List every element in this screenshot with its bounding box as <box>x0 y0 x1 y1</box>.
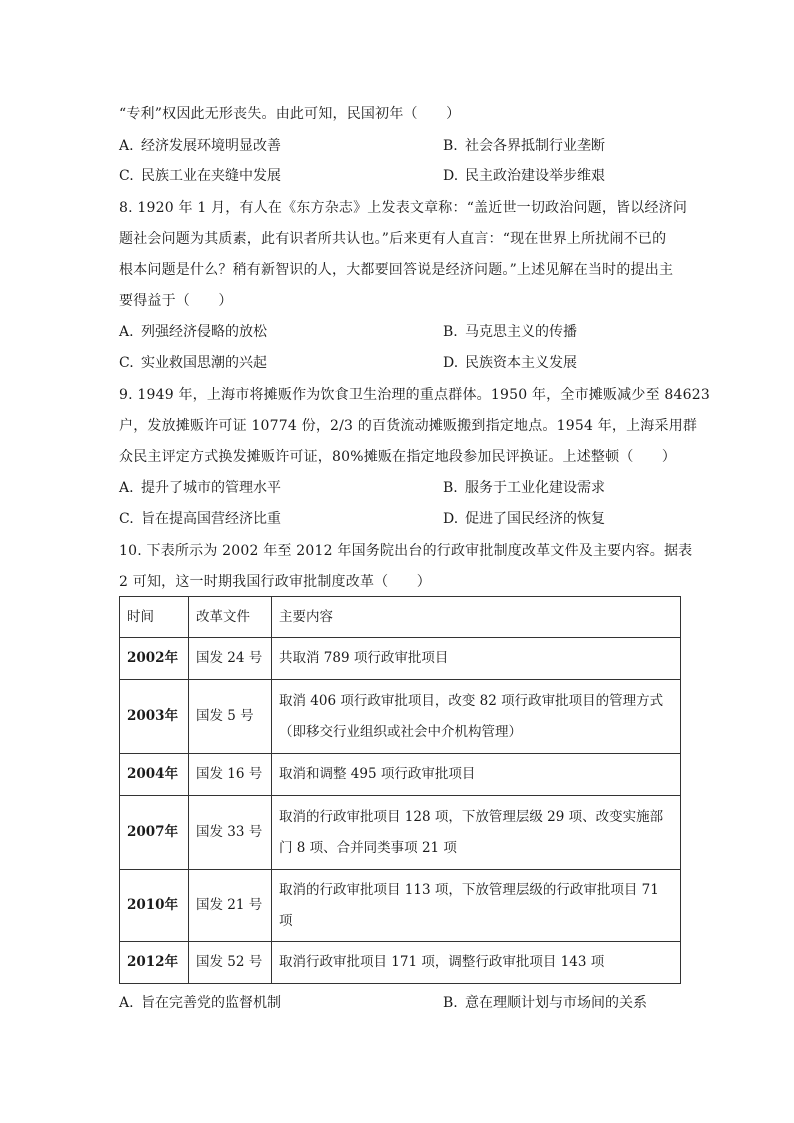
q8-stem-line-2: 题社会问题为其质素，此有识者所共认也。”后来更有人直言：“现在世界上所扰闹不已的 <box>119 231 667 247</box>
table-row <box>120 870 681 942</box>
q8-stem-line-1: 8. 1920 年 1 月，有人在《东方杂志》上发表文章称：“盖近世一切政治问题，皆以经济问 <box>119 200 688 216</box>
q9-stem-line-1: 9. 1949 年，上海市将摊贩作为饮食卫生治理的重点群体。1950 年，全市摊贩减少至 84623 <box>119 387 710 403</box>
q10-option-a[interactable]: A. 旨在完善党的监督机制 <box>119 995 281 1011</box>
q9-option-b[interactable]: B. 服务于工业化建设需求 <box>443 480 605 496</box>
q10-option-b[interactable]: B. 意在理顺计划与市场间的关系 <box>443 995 647 1011</box>
q7-option-d[interactable]: D. 民主政治建设举步维艰 <box>443 168 605 184</box>
header-content: 主要内容 <box>272 597 681 638</box>
row-content: 取消和调整 495 项行政审批项目 <box>272 754 681 796</box>
q8-stem-line-3: 根本问题是什么？稍有新智识的人，大都要回答说是经济问题。”上述见解在当时的提出主 <box>119 262 674 278</box>
row-document: 国发 24 号 <box>189 638 272 680</box>
row-content: 取消 406 项行政审批项目，改变 82 项行政审批项目的管理方式 （即移交行业组织或社会中介机构管理） <box>272 680 681 754</box>
table-row <box>120 680 681 754</box>
row-document: 国发 52 号 <box>189 942 272 984</box>
row-year: 2003年 <box>120 680 189 754</box>
row-content: 取消的行政审批项目 128 项，下放管理层级 29 项、改变实施部 门 8 项、合并同类事项 21 项 <box>272 796 681 870</box>
table-row <box>120 942 681 984</box>
row-content: 取消的行政审批项目 113 项，下放管理层级的行政审批项目 71 项 <box>272 870 681 942</box>
q10-stem-line-1: 10. 下表所示为 2002 年至 2012 年国务院出台的行政审批制度改革文件及主要内容。据表 <box>119 543 693 559</box>
q9-stem-line-2: 户，发放摊贩许可证 10774 份，2/3 的百货流动摊贩搬到指定地点。1954 年，上海采用群 <box>119 418 698 434</box>
row-document: 国发 33 号 <box>189 796 272 870</box>
row-year: 2010年 <box>120 870 189 942</box>
row-document: 国发 21 号 <box>189 870 272 942</box>
row-year: 2012年 <box>120 942 189 984</box>
q7-option-c[interactable]: C. 民族工业在夹缝中发展 <box>119 168 281 184</box>
q9-option-d[interactable]: D. 促进了国民经济的恢复 <box>443 511 605 527</box>
q9-option-c[interactable]: C. 旨在提高国营经济比重 <box>119 511 281 527</box>
q7-option-b[interactable]: B. 社会各界抵制行业垄断 <box>443 138 605 154</box>
q9-stem-line-3: 众民主评定方式换发摊贩许可证，80%摊贩在指定地段参加民评换证。上述整顿（ ） <box>119 449 677 465</box>
row-content: 取消行政审批项目 171 项，调整行政审批项目 143 项 <box>272 942 681 984</box>
q10-stem-line-2: 2 可知，这一时期我国行政审批制度改革（ ） <box>119 574 431 590</box>
table-header-row <box>120 597 681 638</box>
row-document: 国发 16 号 <box>189 754 272 796</box>
reform-table <box>119 596 681 984</box>
q9-option-a[interactable]: A. 提升了城市的管理水平 <box>119 480 281 496</box>
q8-stem-line-4: 要得益于（ ） <box>119 293 233 309</box>
header-document: 改革文件 <box>189 597 272 638</box>
q7-stem: “专利”权因此无形丧失。由此可知，民国初年（ ） <box>119 106 461 122</box>
row-year: 2002年 <box>120 638 189 680</box>
header-time: 时间 <box>120 597 189 638</box>
q8-option-b[interactable]: B. 马克思主义的传播 <box>443 324 577 340</box>
table-row <box>120 754 681 796</box>
q8-option-c[interactable]: C. 实业救国思潮的兴起 <box>119 355 267 371</box>
q8-option-d[interactable]: D. 民族资本主义发展 <box>443 355 577 371</box>
row-year: 2007年 <box>120 796 189 870</box>
row-year: 2004年 <box>120 754 189 796</box>
q7-option-a[interactable]: A. 经济发展环境明显改善 <box>119 138 281 154</box>
row-content: 共取消 789 项行政审批项目 <box>272 638 681 680</box>
table-row <box>120 796 681 870</box>
row-document: 国发 5 号 <box>189 680 272 754</box>
q8-option-a[interactable]: A. 列强经济侵略的放松 <box>119 324 267 340</box>
table-row <box>120 638 681 680</box>
